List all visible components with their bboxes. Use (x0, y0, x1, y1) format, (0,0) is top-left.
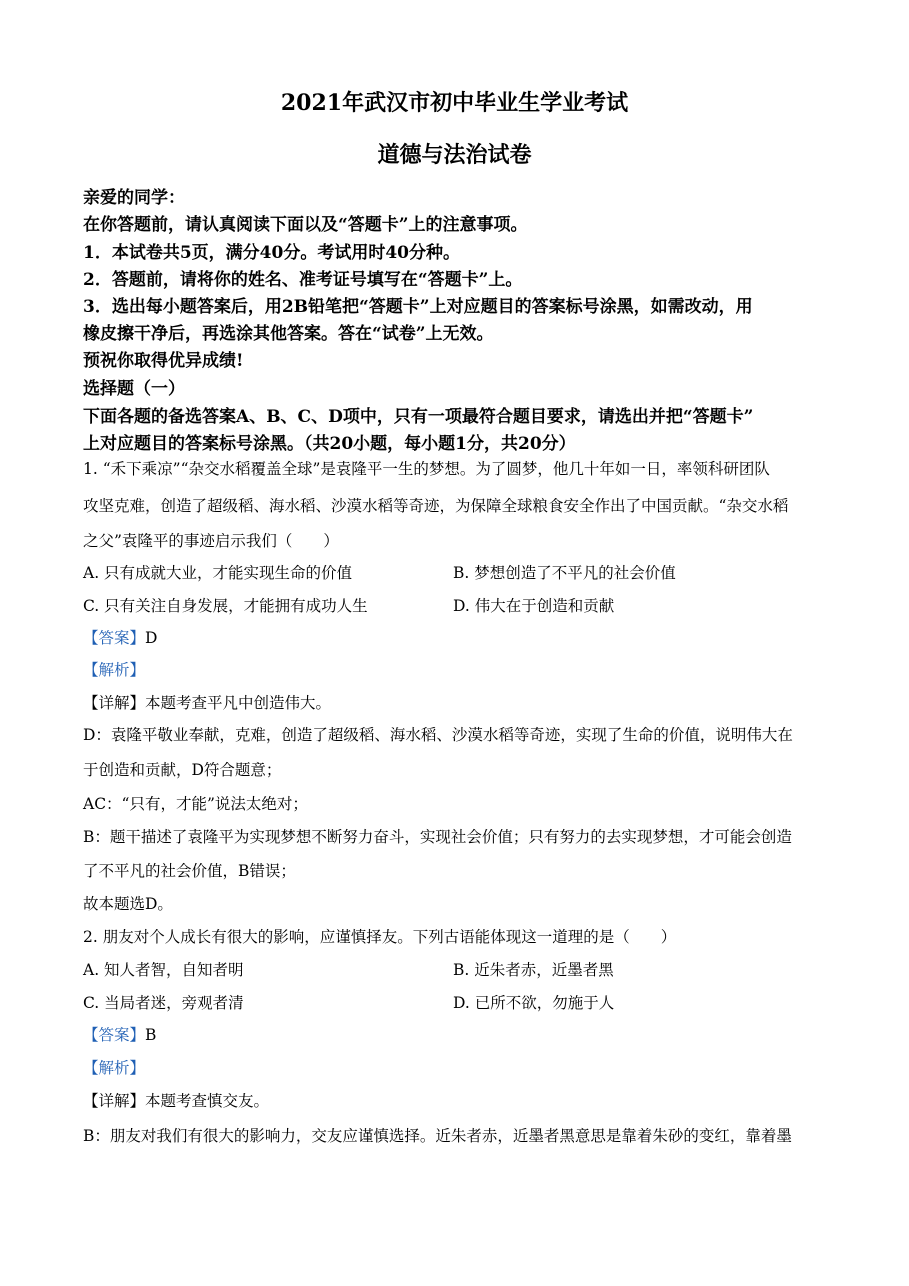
q2-answer (83, 1023, 156, 1045)
q2-option-a: A. 知人者智，自知者明 (83, 961, 244, 979)
q2-detail-tag: 【详解】 (83, 1092, 146, 1110)
q2-option-c: C. 当局者迷，旁观者清 (83, 994, 244, 1012)
q2-detail-intro: 本题考查慎交友。 (145, 1092, 270, 1110)
q2-analysis-tag: 【解析】 (83, 1059, 146, 1077)
q1-analysis-tag: 【解析】 (83, 661, 146, 679)
q1-answer-value: D (145, 629, 158, 647)
q1-answer-tag: 【答案】 (83, 629, 146, 647)
section-description-line1: 下面各题的备选答案A、B、C、D项中，只有一项最符合题目要求，请选出并把“答题卡” (83, 407, 754, 427)
q2-answer-tag: 【答案】 (83, 1026, 146, 1044)
section-description-line2: 上对应题目的答案标号涂黑。（共20小题，每小题1分，共20分） (83, 434, 576, 454)
good-luck-wish: 预祝你取得优异成绩! (83, 351, 244, 371)
q1-detail-intro: 本题考查平凡中创造伟大。 (145, 694, 332, 712)
q1-explain-d-line1: D：袁隆平敬业奉献，克难，创造了超级稻、海水稻、沙漠水稻等奇迹，实现了生命的价值，说明伟大在 (83, 726, 793, 744)
q1-stem-line1: 1. “禾下乘凉”“杂交水稻覆盖全球”是袁隆平一生的梦想。为了圆梦，他几十年如一日，率领科研团队 (83, 460, 770, 478)
greeting: 亲爱的同学： (83, 188, 185, 208)
q1-explain-ac: AC：“只有，才能”说法太绝对； (83, 795, 308, 813)
q1-option-a: A. 只有成就大业，才能实现生命的价值 (83, 564, 353, 582)
instruction-item-1: 1．本试卷共5页，满分40分。考试用时40分种。 (83, 243, 460, 263)
instructions-intro: 在你答题前，请认真阅读下面以及“答题卡”上的注意事项。 (83, 215, 528, 235)
q1-stem-line2: 攻坚克难，创造了超级稻、海水稻、沙漠水稻等奇迹，为保障全球粮食安全作出了中国贡献。“杂交水稻 (83, 497, 789, 515)
q1-explain-b-line2: 了不平凡的社会价值，B错误； (83, 862, 296, 880)
q1-detail-tag: 【详解】 (83, 694, 146, 712)
q1-conclusion: 故本题选D。 (83, 895, 173, 913)
q2-option-d: D. 已所不欲，勿施于人 (453, 994, 615, 1012)
instruction-item-2: 2．答题前，请将你的姓名、准考证号填写在“答题卡”上。 (83, 270, 523, 290)
q2-stem: 2. 朋友对个人成长有很大的影响，应谨慎择友。下列古语能体现这一道理的是（ ） (83, 928, 677, 946)
q1-detail (83, 691, 331, 713)
q1-option-b: B. 梦想创造了不平凡的社会价值 (453, 564, 676, 582)
q2-option-b: B. 近朱者赤，近墨者黑 (453, 961, 614, 979)
q2-detail (83, 1089, 269, 1111)
exam-title: 2021年武汉市初中毕业生学业考试 (280, 90, 629, 116)
exam-subject-title: 道德与法治试卷 (377, 142, 532, 168)
q1-option-d: D. 伟大在于创造和贡献 (453, 597, 615, 615)
q1-option-c: C. 只有关注自身发展，才能拥有成功人生 (83, 597, 368, 615)
instruction-item-3-line1: 3．选出每小题答案后，用2B铅笔把“答题卡”上对应题目的答案标号涂黑，如需改动，用 (83, 297, 753, 317)
q1-answer (83, 626, 157, 648)
q2-explain-b-line1: B：朋友对我们有很大的影响力，交友应谨慎选择。近朱者赤，近墨者黑意思是靠着朱砂的变红，靠着墨 (83, 1127, 792, 1145)
q2-answer-value: B (145, 1026, 157, 1044)
section-heading: 选择题（一） (83, 379, 185, 399)
q1-stem-line3: 之父”袁隆平的事迹启示我们（ ） (83, 532, 339, 550)
q1-explain-b-line1: B：题干描述了袁隆平为实现梦想不断努力奋斗，实现社会价值；只有努力的去实现梦想，才可能会创造 (83, 828, 792, 846)
instruction-item-3-line2: 橡皮擦干净后，再选涂其他答案。答在“试卷”上无效。 (83, 324, 494, 344)
q1-explain-d-line2: 于创造和贡献，D符合题意； (83, 761, 282, 779)
